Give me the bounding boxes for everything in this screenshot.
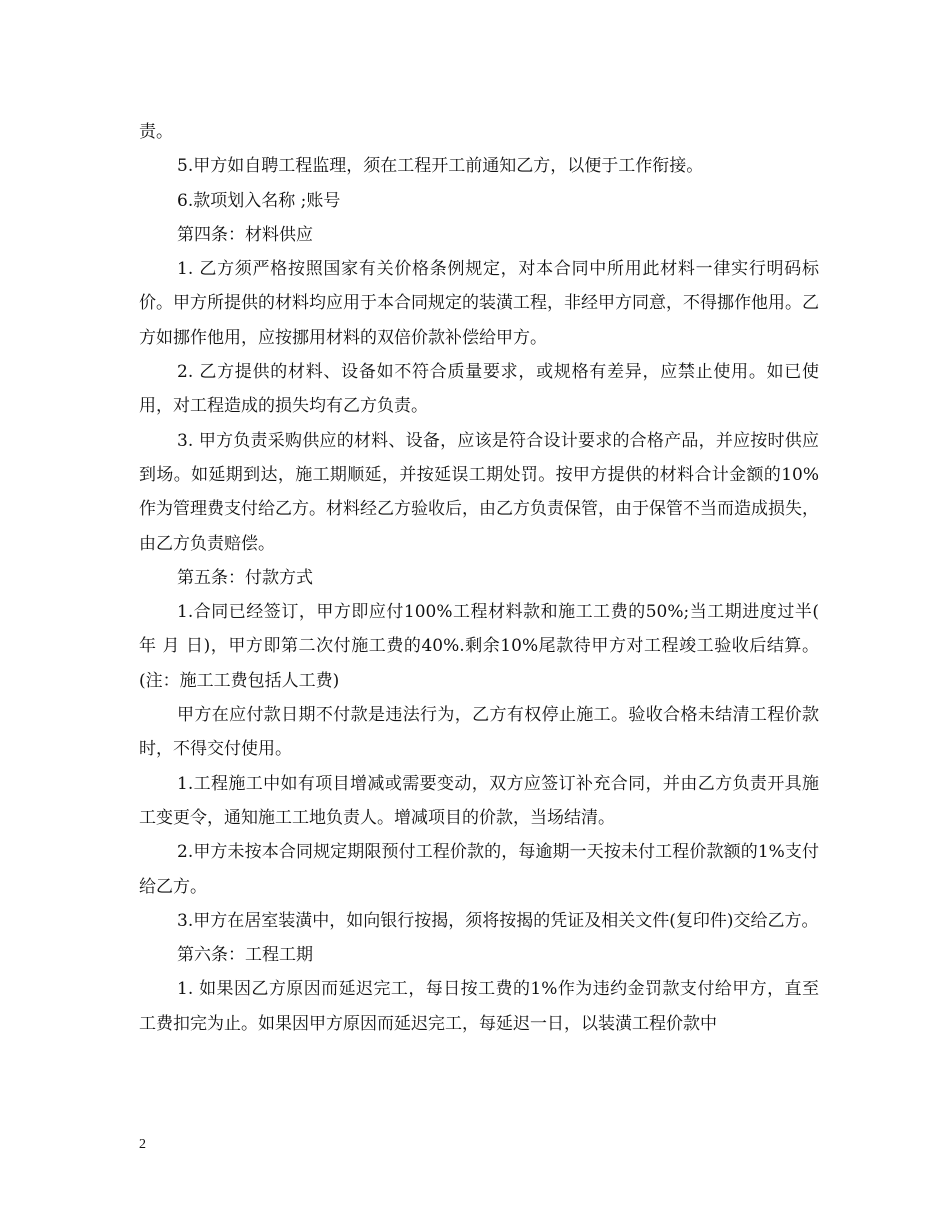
paragraph-material-2: 2. 乙方提供的材料、设备如不符合质量要求，或规格有差异，应禁止使用。如已使用，对工程造成的损失均有乙方负责。 [139,362,819,417]
paragraph-material-1: 1. 乙方须严格按照国家有关价格条例规定，对本合同中所用此材料一律实行明码标价。甲方所提供的材料均应用于本合同规定的装潢工程，非经甲方同意，不得挪作他用。乙方如挪作他用，应按挪用材料的双倍价款补偿给甲方。 [139,259,819,348]
paragraph-payment-mortgage: 3.甲方在居室装潢中，如向银行按揭，须将按揭的凭证及相关文件(复印件)交给乙方。 [177,910,819,931]
paragraph-schedule-1: 1. 如果因乙方原因而延迟完工，每日按工费的1%作为违约金罚款支付给甲方，直至工费扣完为止。如果因甲方原因而延迟完工，每延迟一日，以装潢工程价款中 [139,979,819,1034]
paragraph-material-3: 3. 甲方负责采购供应的材料、设备，应该是符合设计要求的合格产品，并应按时供应到场。如延期到达，施工期顺延，并按延误工期处罚。按甲方提供的材料合计金额的10%作为管理费支付给乙方。材料经乙方验收后，由乙方负责保管，由于保管不当而造成损失，由乙方负责赔偿。 [139,430,819,554]
page-number: 2 [139,1137,146,1152]
document-body [139,115,819,1041]
paragraph-item-5: 5.甲方如自聘工程监理，须在工程开工前通知乙方，以便于工作衔接。 [177,156,704,177]
paragraph-item-6: 6.款项划入名称 ;账号 [177,190,341,211]
section-heading-article-6: 第六条：工程工期 [177,945,313,966]
paragraph-payment-1: 1.合同已经签订，甲方即应付100%工程材料款和施工工费的50%;当工期进度过半( 年 月 日)，甲方即第二次付施工费的40%.剩余10%尾款待甲方对工程竣工验收后结算。(注：施工工费包括人工费) [139,602,819,691]
section-heading-article-4: 第四条：材料供应 [177,224,313,245]
paragraph-payment-default: 甲方在应付款日期不付款是违法行为，乙方有权停止施工。验收合格未结清工程价款时，不得交付使用。 [139,705,819,760]
section-heading-article-5: 第五条：付款方式 [177,567,313,588]
paragraph-payment-late: 2.甲方未按本合同规定期限预付工程价款的，每逾期一天按未付工程价款额的1%支付给乙方。 [139,842,819,897]
paragraph-continuation: 责。 [139,122,173,142]
paragraph-payment-change: 1.工程施工中如有项目增减或需要变动，双方应签订补充合同，并由乙方负责开具施工变更令，通知施工工地负责人。增减项目的价款，当场结清。 [139,773,819,828]
